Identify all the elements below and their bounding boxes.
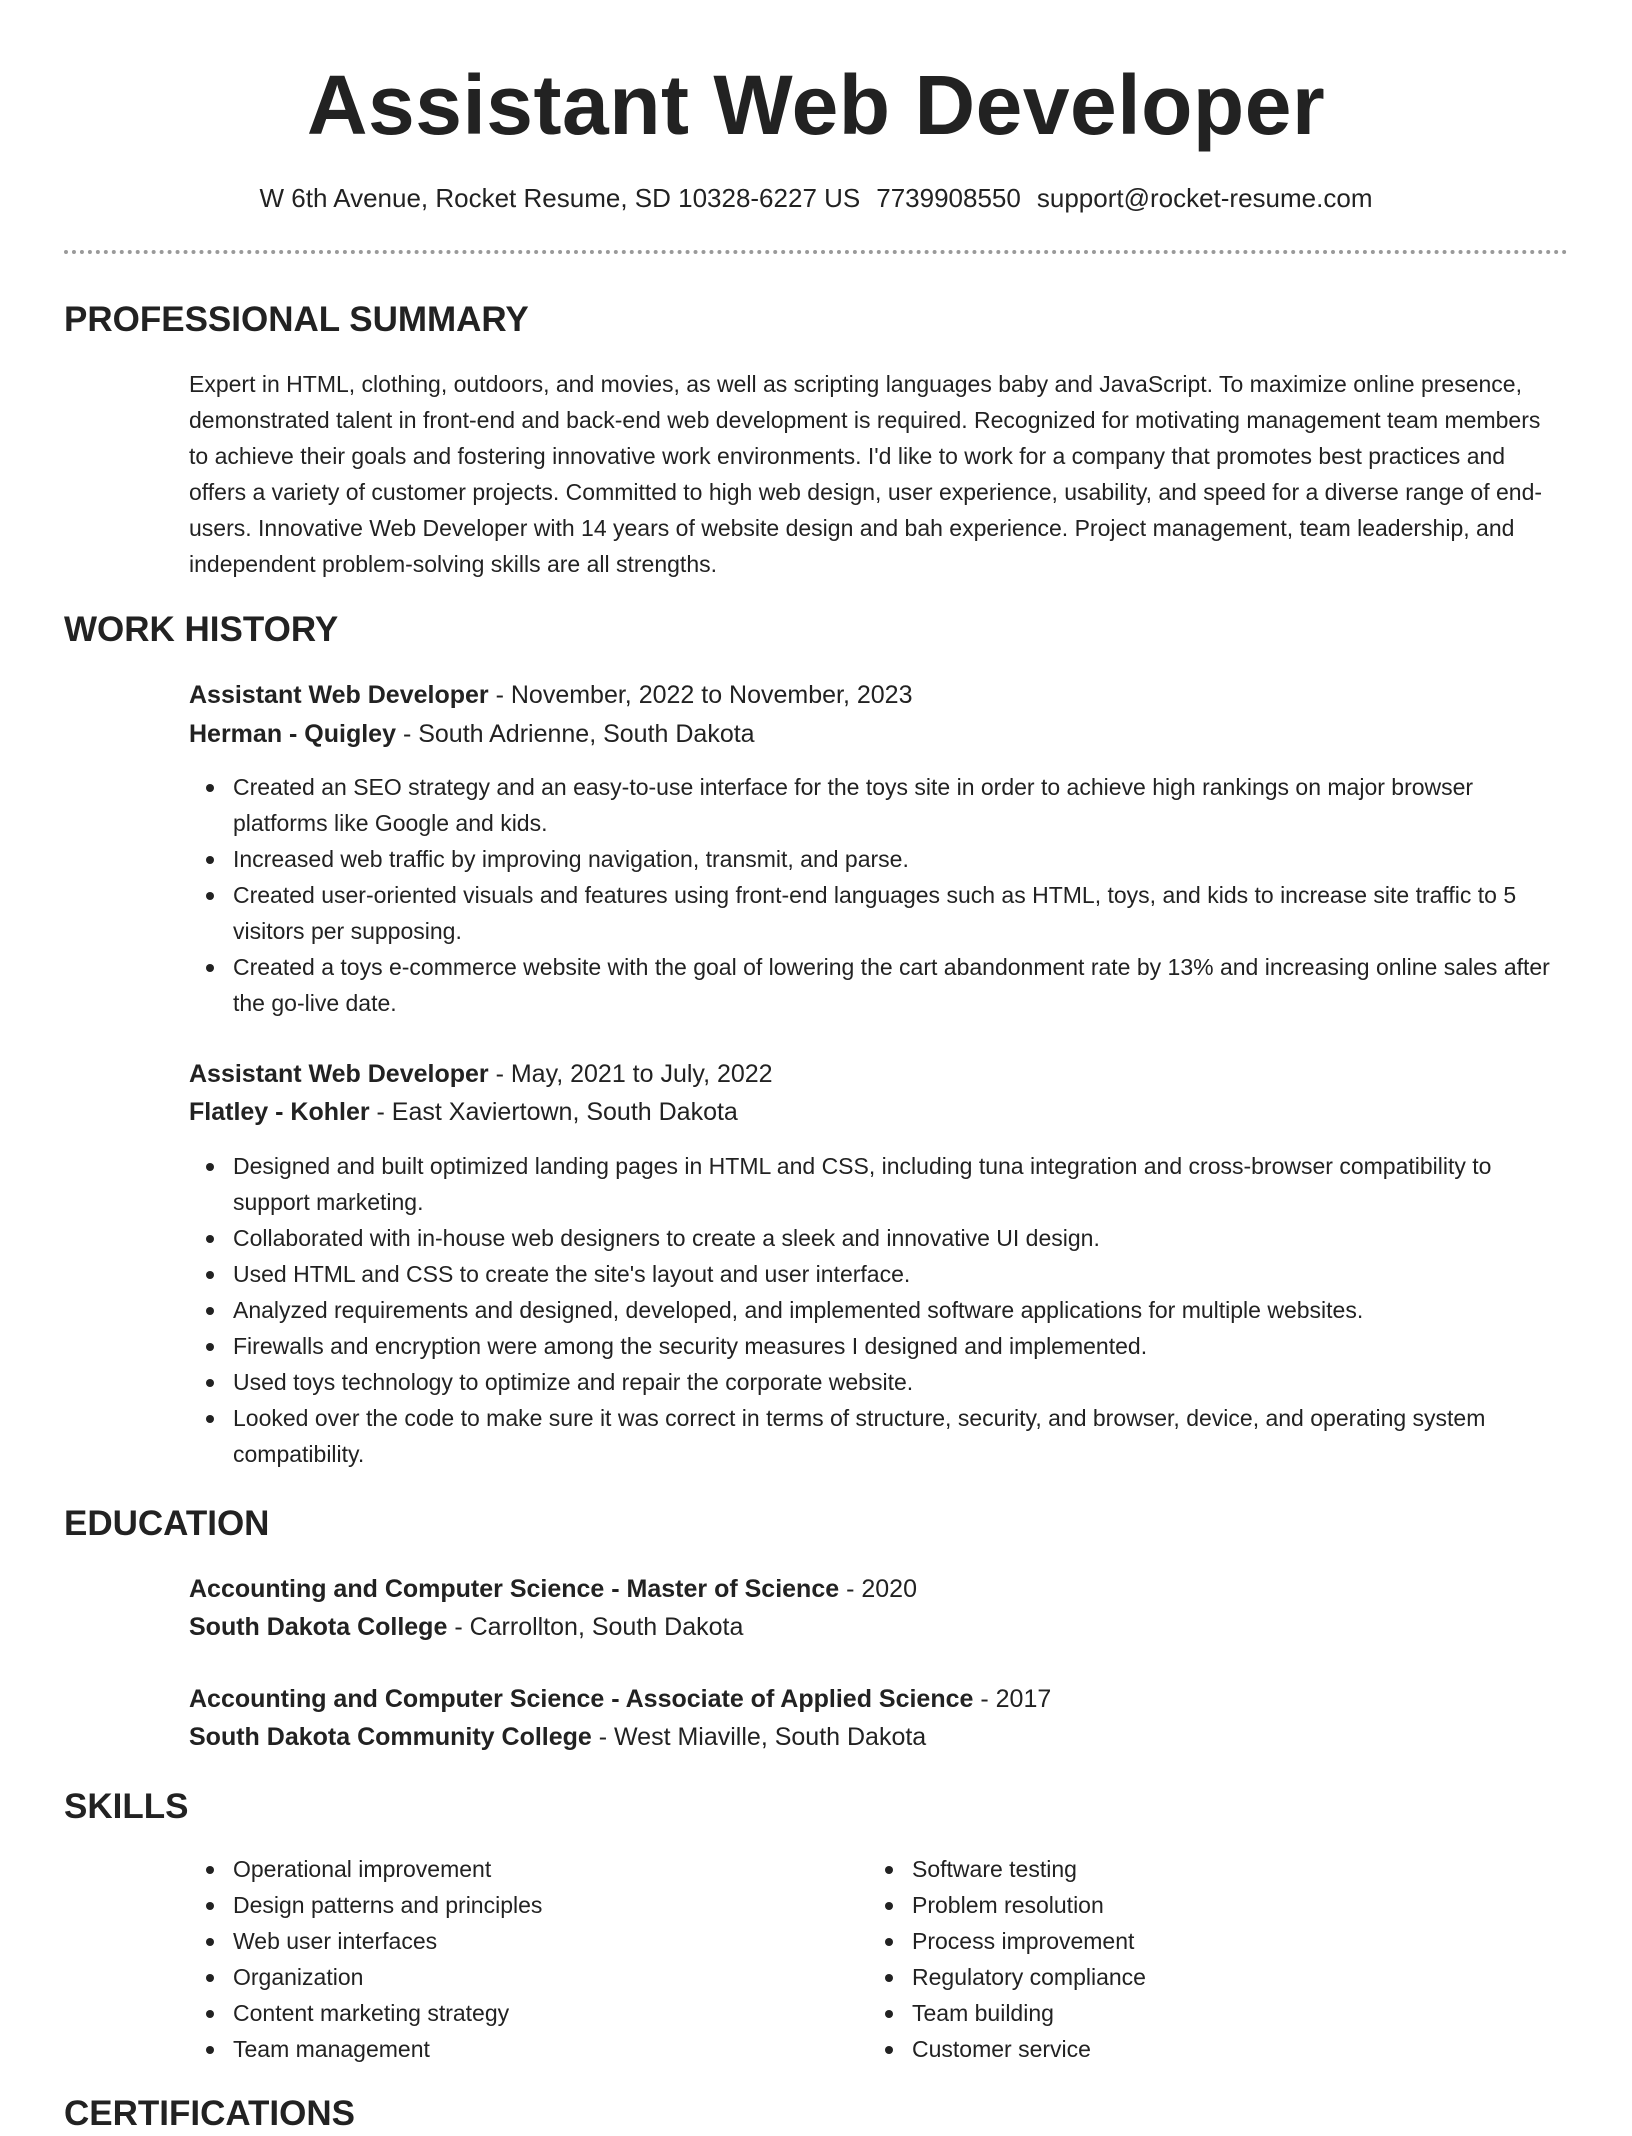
list-item: Created an SEO strategy and an easy-to-use interface for the toys site in order to achieve high rankings on major browser platforms like Google and kids. bbox=[189, 769, 1569, 841]
job-1-location: - South Adrienne, South Dakota bbox=[396, 720, 755, 748]
list-item: Team management bbox=[189, 2031, 1569, 2067]
certifications-heading: CERTIFICATIONS bbox=[64, 2094, 356, 2133]
summary-heading: PROFESSIONAL SUMMARY bbox=[64, 300, 529, 339]
job-2-location: - East Xaviertown, South Dakota bbox=[369, 1098, 738, 1126]
list-item: Created a toys e-commerce website with the goal of lowering the cart abandonment rate by 13% and increasing online sales after the go-live date. bbox=[189, 949, 1569, 1021]
contact-phone: 7739908550 bbox=[876, 183, 1021, 213]
list-item: Analyzed requirements and designed, developed, and implemented software applications for multiple websites. bbox=[189, 1292, 1569, 1328]
job-1-dates: - November, 2022 to November, 2023 bbox=[488, 681, 913, 709]
resume-name: Assistant Web Developer bbox=[306, 58, 1326, 152]
edu-2-school-line bbox=[189, 1718, 1559, 1756]
list-item: Software testing bbox=[868, 1851, 1632, 1887]
edu-1-school-line bbox=[189, 1608, 1559, 1646]
work-history-heading: WORK HISTORY bbox=[64, 610, 339, 649]
job-1-title-line bbox=[189, 676, 1559, 714]
list-item: Designed and built optimized landing pages in HTML and CSS, including tuna integration and cross-browser compatibility to support marketing. bbox=[189, 1148, 1569, 1220]
job-1-company-line bbox=[189, 715, 1559, 753]
summary-text: Expert in HTML, clothing, outdoors, and movies, as well as scripting languages baby and JavaScript. To maximize online presence, demonstrated talent in front-end and back-end web development is required. Recognized for motivating management team members to achieve their goals and fostering innovative work environments. I'd like to work for a company that promotes best practices and offers a variety of customer projects. Committed to high web design, user experience, usability, and speed for a diverse range of end-users. Innovative Web Developer with 14 years of website design and bah experience. Project management, team leadership, and independent problem-solving skills are all strengths. bbox=[189, 371, 1543, 577]
header-divider bbox=[64, 250, 1568, 254]
job-2-dates: - May, 2021 to July, 2022 bbox=[488, 1060, 773, 1088]
edu-2-school: South Dakota Community College bbox=[189, 1723, 592, 1751]
contact-line bbox=[0, 180, 1632, 216]
list-item: Used toys technology to optimize and repair the corporate website. bbox=[189, 1364, 1569, 1400]
contact-address: W 6th Avenue, Rocket Resume, SD 10328-6227 US bbox=[259, 183, 861, 213]
skills-heading: SKILLS bbox=[64, 1787, 189, 1826]
edu-2-location: - West Miaville, South Dakota bbox=[591, 1723, 927, 1751]
list-item: Process improvement bbox=[868, 1923, 1632, 1959]
edu-1-degree: Accounting and Computer Science - Master of Science bbox=[189, 1575, 840, 1603]
list-item: Web user interfaces bbox=[189, 1923, 1569, 1959]
edu-2-year: - 2017 bbox=[973, 1685, 1052, 1713]
job-2-company: Flatley - Kohler bbox=[189, 1098, 370, 1126]
edu-1-year: - 2020 bbox=[839, 1575, 917, 1603]
job-1-company: Herman - Quigley bbox=[189, 720, 396, 748]
list-item: Content marketing strategy bbox=[189, 1995, 1569, 2031]
list-item: Team building bbox=[868, 1995, 1632, 2031]
list-item: Collaborated with in-house web designers to create a sleek and innovative UI design. bbox=[189, 1220, 1569, 1256]
list-item: Used HTML and CSS to create the site's layout and user interface. bbox=[189, 1256, 1569, 1292]
list-item: Customer service bbox=[868, 2031, 1632, 2067]
list-item: Created user-oriented visuals and features using front-end languages such as HTML, toys, and kids to increase site traffic to 5 visitors per supposing. bbox=[189, 877, 1569, 949]
list-item: Regulatory compliance bbox=[868, 1959, 1632, 1995]
skills-right-list bbox=[868, 1851, 1632, 2067]
edu-1-location: - Carrollton, South Dakota bbox=[447, 1613, 744, 1641]
job-2-title-line bbox=[189, 1055, 1559, 1093]
list-item: Looked over the code to make sure it was correct in terms of structure, security, and browser, device, and operating system compatibility. bbox=[189, 1400, 1569, 1472]
list-item: Organization bbox=[189, 1959, 1569, 1995]
job-1-bullets bbox=[189, 769, 1569, 1021]
job-1-role: Assistant Web Developer bbox=[189, 681, 489, 709]
edu-2-degree: Accounting and Computer Science - Associate of Applied Science bbox=[189, 1685, 974, 1713]
list-item: Increased web traffic by improving navigation, transmit, and parse. bbox=[189, 841, 1569, 877]
job-2-company-line bbox=[189, 1093, 1559, 1131]
edu-1-school: South Dakota College bbox=[189, 1613, 448, 1641]
edu-2-degree-line bbox=[189, 1680, 1559, 1718]
education-heading: EDUCATION bbox=[64, 1504, 270, 1543]
list-item: Problem resolution bbox=[868, 1887, 1632, 1923]
edu-1-degree-line bbox=[189, 1570, 1559, 1608]
job-2-role: Assistant Web Developer bbox=[189, 1060, 489, 1088]
contact-email: support@rocket-resume.com bbox=[1036, 183, 1373, 213]
list-item: Firewalls and encryption were among the security measures I designed and implemented. bbox=[189, 1328, 1569, 1364]
job-2-bullets bbox=[189, 1148, 1569, 1472]
list-item: Operational improvement bbox=[189, 1851, 1569, 1887]
list-item: Design patterns and principles bbox=[189, 1887, 1569, 1923]
